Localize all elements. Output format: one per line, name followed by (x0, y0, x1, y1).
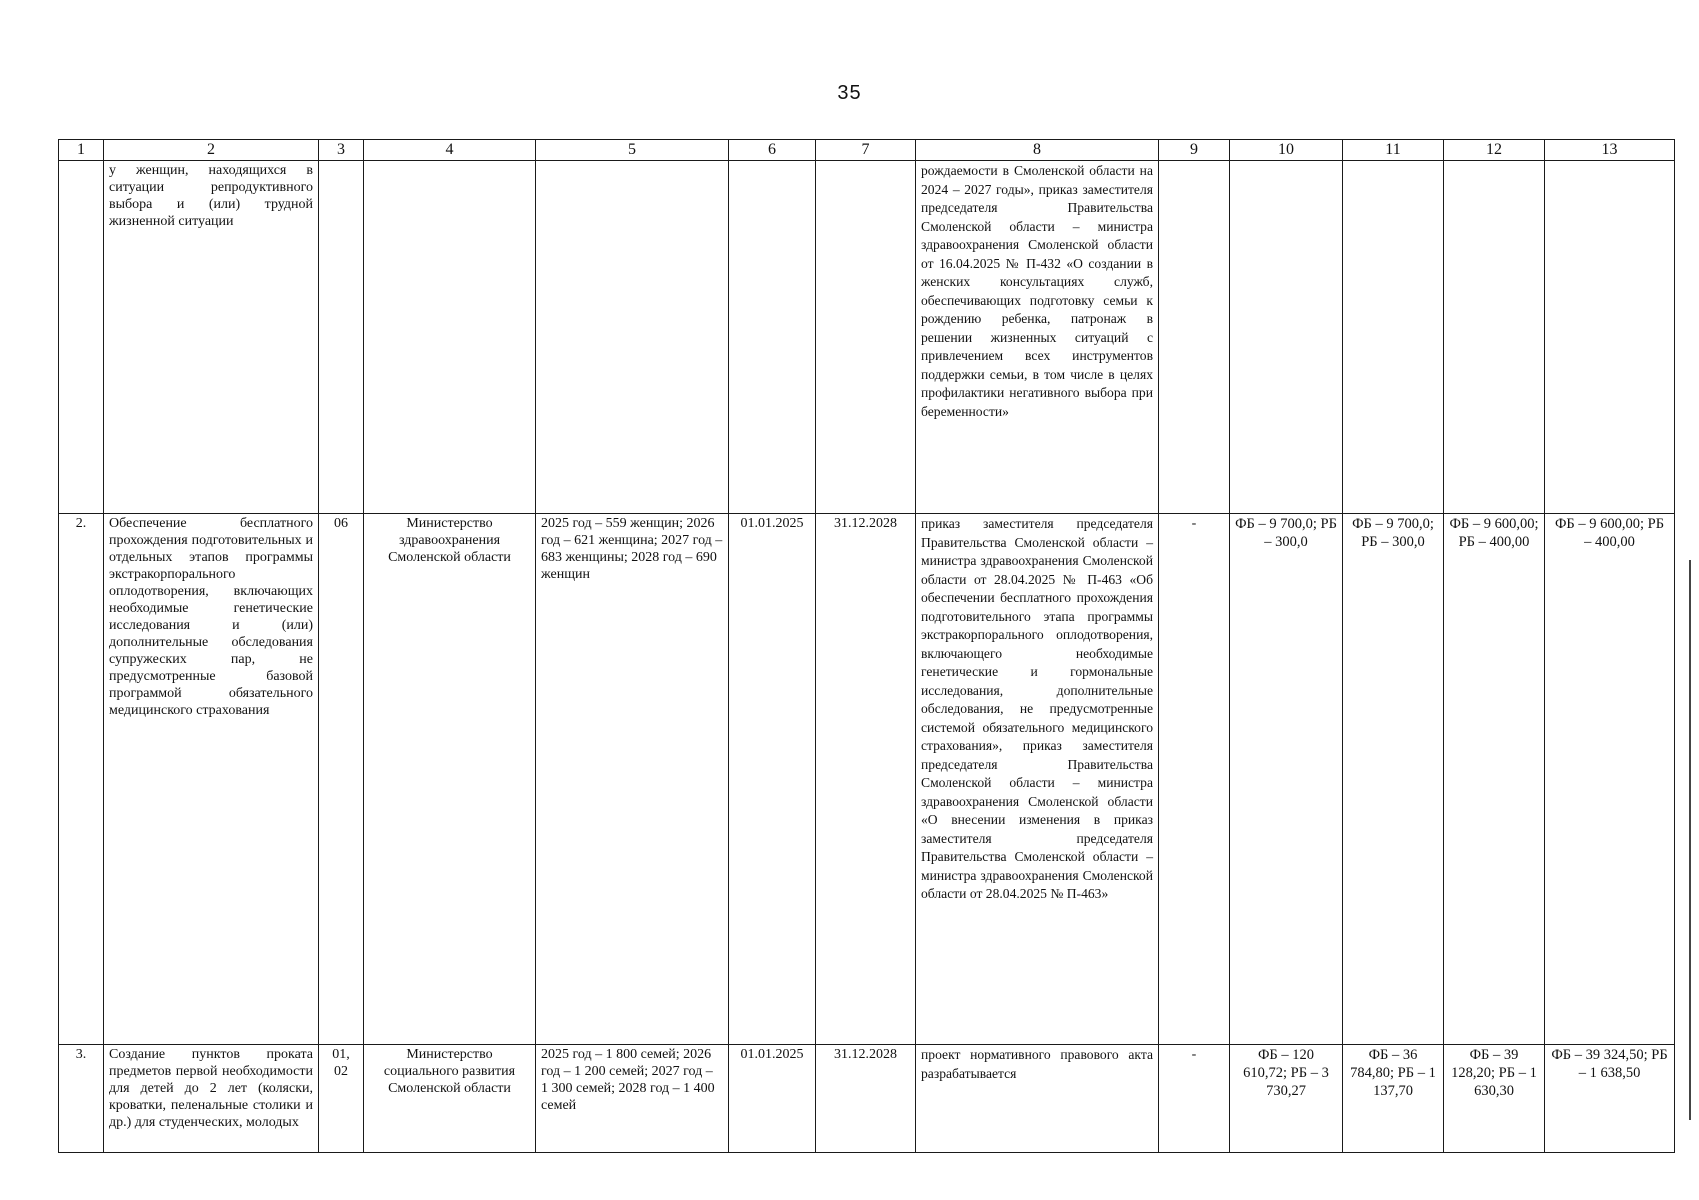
col-header-10: 10 (1230, 140, 1343, 161)
funding-2028 (1545, 161, 1675, 514)
funding-2025 (1230, 161, 1343, 514)
funding-2026: ФБ – 36 784,80; РБ – 1 137,70 (1343, 1045, 1444, 1153)
funding-2027: ФБ – 39 128,20; РБ – 1 630,30 (1444, 1045, 1545, 1153)
row-number (59, 161, 104, 514)
table-row (59, 1045, 1675, 1153)
col-header-13: 13 (1545, 140, 1675, 161)
measure-name: у женщин, находящихся в ситуации репродуктивного выбора и (или) трудной жизненной ситуации (104, 161, 319, 514)
start-date (729, 161, 816, 514)
row-number: 3. (59, 1045, 104, 1153)
column-9-value: - (1159, 514, 1230, 1045)
indicator: 2025 год – 1 800 семей; 2026 год – 1 200 семей; 2027 год – 1 300 семей; 2028 год – 1 400 семей (536, 1045, 729, 1153)
funding-2025: ФБ – 9 700,0; РБ – 300,0 (1230, 514, 1343, 1045)
col-header-8: 8 (916, 140, 1159, 161)
indicator (536, 161, 729, 514)
start-date: 01.01.2025 (729, 514, 816, 1045)
table-row (59, 514, 1675, 1045)
col-header-5: 5 (536, 140, 729, 161)
col-header-12: 12 (1444, 140, 1545, 161)
executor (364, 161, 536, 514)
col-header-7: 7 (816, 140, 916, 161)
indicator: 2025 год – 559 женщин; 2026 год – 621 женщина; 2027 год – 683 женщины; 2028 год – 690 женщин (536, 514, 729, 1045)
page-number: 35 (837, 82, 862, 104)
end-date (816, 161, 916, 514)
header-row (59, 140, 1675, 161)
col-header-4: 4 (364, 140, 536, 161)
row-number: 2. (59, 514, 104, 1045)
measures-table (58, 139, 1675, 1153)
funding-2028: ФБ – 39 324,50; РБ – 1 638,50 (1545, 1045, 1675, 1153)
measure-name: Обеспечение бесплатного прохождения подготовительных и отдельных этапов программы экстракорпорального оплодотворения, включающих необходимые генетические исследования и (или) дополнительные обследования супружеских пар, не предусмотренные базовой программой обязательного медицинского страхования (104, 514, 319, 1045)
end-date: 31.12.2028 (816, 514, 916, 1045)
col-header-2: 2 (104, 140, 319, 161)
legal-act: проект нормативного правового акта разрабатывается (916, 1045, 1159, 1153)
code: 06 (319, 514, 364, 1045)
scan-edge-mark (1689, 560, 1691, 1120)
funding-2026: ФБ – 9 700,0; РБ – 300,0 (1343, 514, 1444, 1045)
executor: Министерство здравоохранения Смоленской области (364, 514, 536, 1045)
start-date: 01.01.2025 (729, 1045, 816, 1153)
executor: Министерство социального развития Смоленской области (364, 1045, 536, 1153)
col-header-6: 6 (729, 140, 816, 161)
funding-2025: ФБ – 120 610,72; РБ – 3 730,27 (1230, 1045, 1343, 1153)
legal-act: рождаемости в Смоленской области на 2024 – 2027 годы», приказ заместителя председателя Правительства Смоленской области – министра здравоохранения Смоленской области от 16.04.2025 № П-432 «О создании в женских консультациях служб, обеспечивающих подготовку семьи к рождению ребенка, патронаж в решении жизненных ситуаций с привлечением всех инструментов поддержки семьи, в том числе в целях профилактики негативного выбора при беременности» (916, 161, 1159, 514)
code: 01, 02 (319, 1045, 364, 1153)
funding-2027: ФБ – 9 600,00; РБ – 400,00 (1444, 514, 1545, 1045)
col-header-3: 3 (319, 140, 364, 161)
funding-2026 (1343, 161, 1444, 514)
table-row (59, 161, 1675, 514)
legal-act: приказ заместителя председателя Правительства Смоленской области – министра здравоохранения Смоленской области от 28.04.2025 № П-463 «Об обеспечении бесплатного прохождения подготовительного этапа программы экстракорпорального оплодотворения, включающего необходимые генетические и гормональные исследования, дополнительные обследования, не предусмотренные системой обязательного медицинского страхования», приказ заместителя председателя Правительства Смоленской области – министра здравоохранения Смоленской области «О внесении изменения в приказ заместителя председателя Правительства Смоленской области – министра здравоохранения Смоленской области от 28.04.2025 № П-463» (916, 514, 1159, 1045)
code (319, 161, 364, 514)
funding-2028: ФБ – 9 600,00; РБ – 400,00 (1545, 514, 1675, 1045)
col-header-11: 11 (1343, 140, 1444, 161)
funding-2027 (1444, 161, 1545, 514)
column-9-value (1159, 161, 1230, 514)
col-header-9: 9 (1159, 140, 1230, 161)
measure-name: Создание пунктов проката предметов первой необходимости для детей до 2 лет (коляски, кроватки, пеленальные столики и др.) для студенческих, молодых (104, 1045, 319, 1153)
col-header-1: 1 (59, 140, 104, 161)
end-date: 31.12.2028 (816, 1045, 916, 1153)
column-9-value: - (1159, 1045, 1230, 1153)
